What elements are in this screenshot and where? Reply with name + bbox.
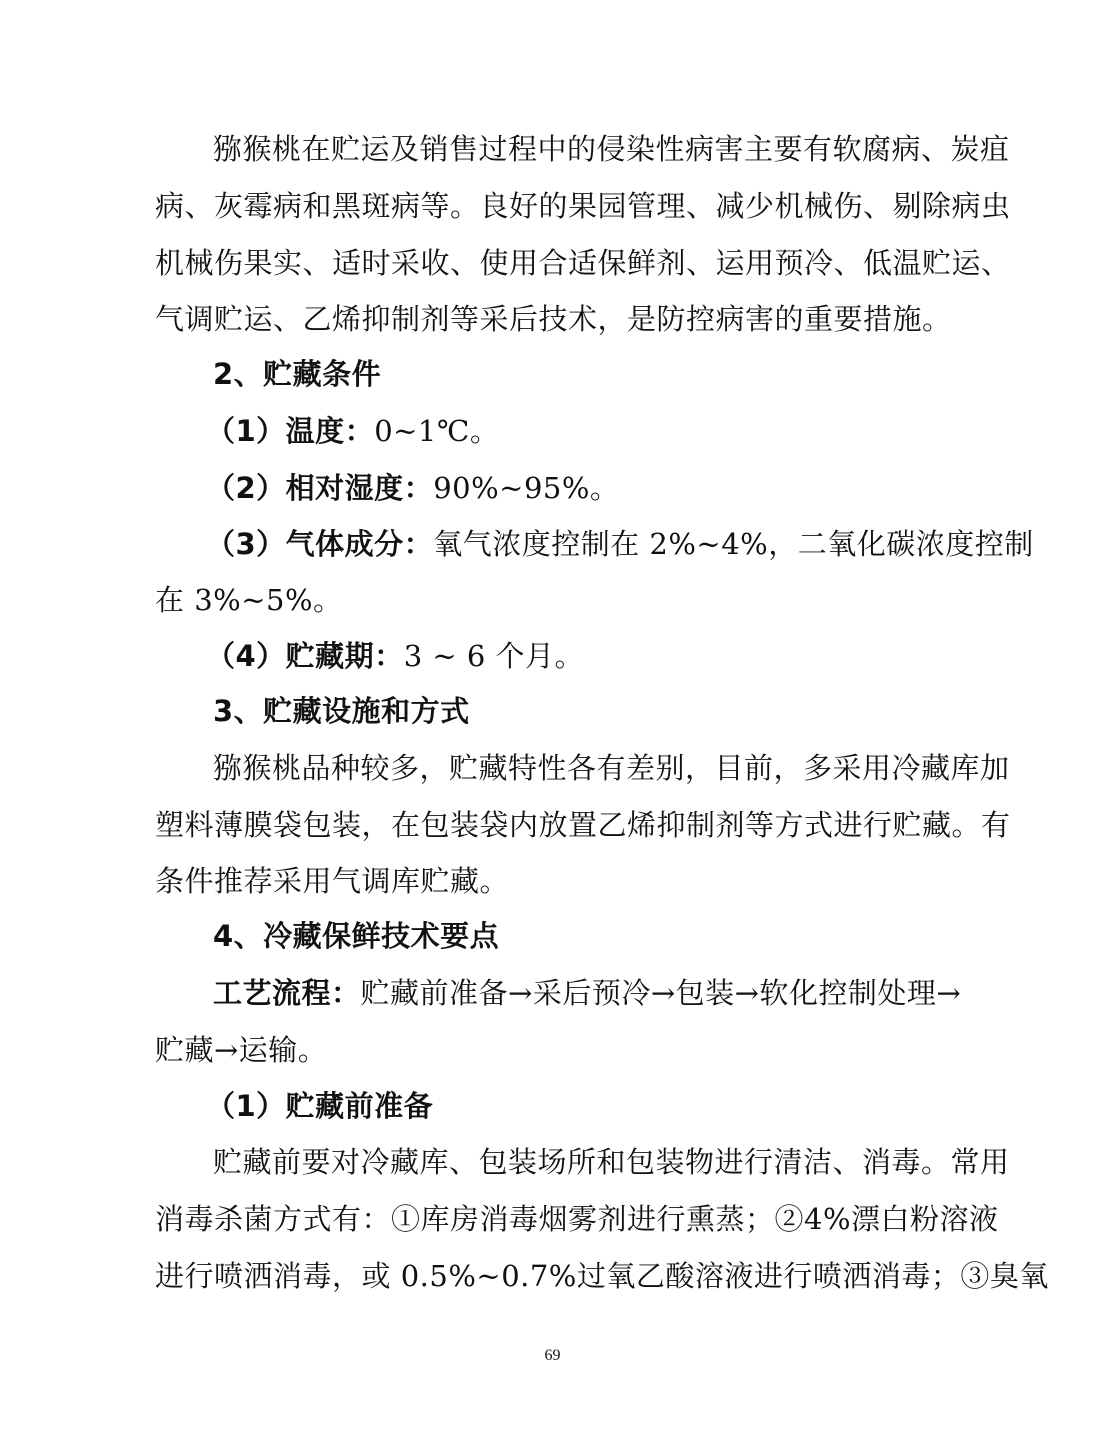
subsection-heading: （1）贮藏前准备	[206, 1089, 434, 1123]
paragraph-line: 进行喷洒消毒，或 0.5%~0.7%过氧乙酸溶液进行喷洒消毒；③臭氧	[155, 1259, 1049, 1293]
condition-value: 3 ~ 6 个月。	[403, 639, 585, 673]
paragraph-line: 气调贮运、乙烯抑制剂等采后技术，是防控病害的重要措施。	[155, 302, 952, 336]
condition-temperature	[206, 411, 977, 451]
condition-label: （3）气体成分：	[206, 527, 434, 561]
condition-value: 氧气浓度控制在 2%~4%，二氧化碳浓度控制	[433, 527, 1034, 561]
condition-label: （2）相对湿度：	[206, 471, 434, 505]
section-heading: 3、贮藏设施和方式	[213, 694, 470, 728]
condition-period	[206, 636, 977, 676]
process-label: 工艺流程：	[213, 976, 361, 1010]
condition-label: （1）温度：	[206, 414, 375, 448]
paragraph-line: 机械伤果实、适时采收、使用合适保鲜剂、运用预冷、低温贮运、	[155, 246, 1011, 280]
section-heading: 2、贮藏条件	[213, 357, 382, 391]
paragraph-line: 病、灰霉病和黑斑病等。良好的果园管理、减少机械伤、剔除病虫	[155, 189, 1011, 223]
condition-gas-continued: 在 3%~5%。	[155, 583, 343, 617]
process-flow	[213, 973, 977, 1013]
page-number: 69	[544, 1347, 561, 1364]
paragraph-line: 塑料薄膜袋包装，在包装袋内放置乙烯抑制剂等方式进行贮藏。有	[155, 808, 1011, 842]
paragraph-line: 猕猴桃在贮运及销售过程中的侵染性病害主要有软腐病、炭疽	[213, 132, 1010, 166]
condition-humidity	[206, 468, 977, 508]
condition-gas	[206, 524, 1034, 564]
condition-value: 0~1℃。	[374, 414, 500, 448]
process-flow-continued: 贮藏→运输。	[155, 1033, 328, 1067]
paragraph-line: 条件推荐采用气调库贮藏。	[155, 864, 510, 898]
condition-value: 90%~95%。	[433, 471, 620, 505]
process-steps: 贮藏前准备→采后预冷→包装→软化控制处理→	[360, 976, 962, 1010]
paragraph-line: 猕猴桃品种较多，贮藏特性各有差别，目前，多采用冷藏库加	[213, 751, 1010, 785]
condition-label: （4）贮藏期：	[206, 639, 404, 673]
paragraph-line: 贮藏前要对冷藏库、包装场所和包装物进行清洁、消毒。常用	[213, 1145, 1010, 1179]
section-heading: 4、冷藏保鲜技术要点	[213, 919, 500, 953]
paragraph-line: 消毒杀菌方式有：①库房消毒烟雾剂进行熏蒸；②4%漂白粉溶液	[155, 1202, 999, 1236]
